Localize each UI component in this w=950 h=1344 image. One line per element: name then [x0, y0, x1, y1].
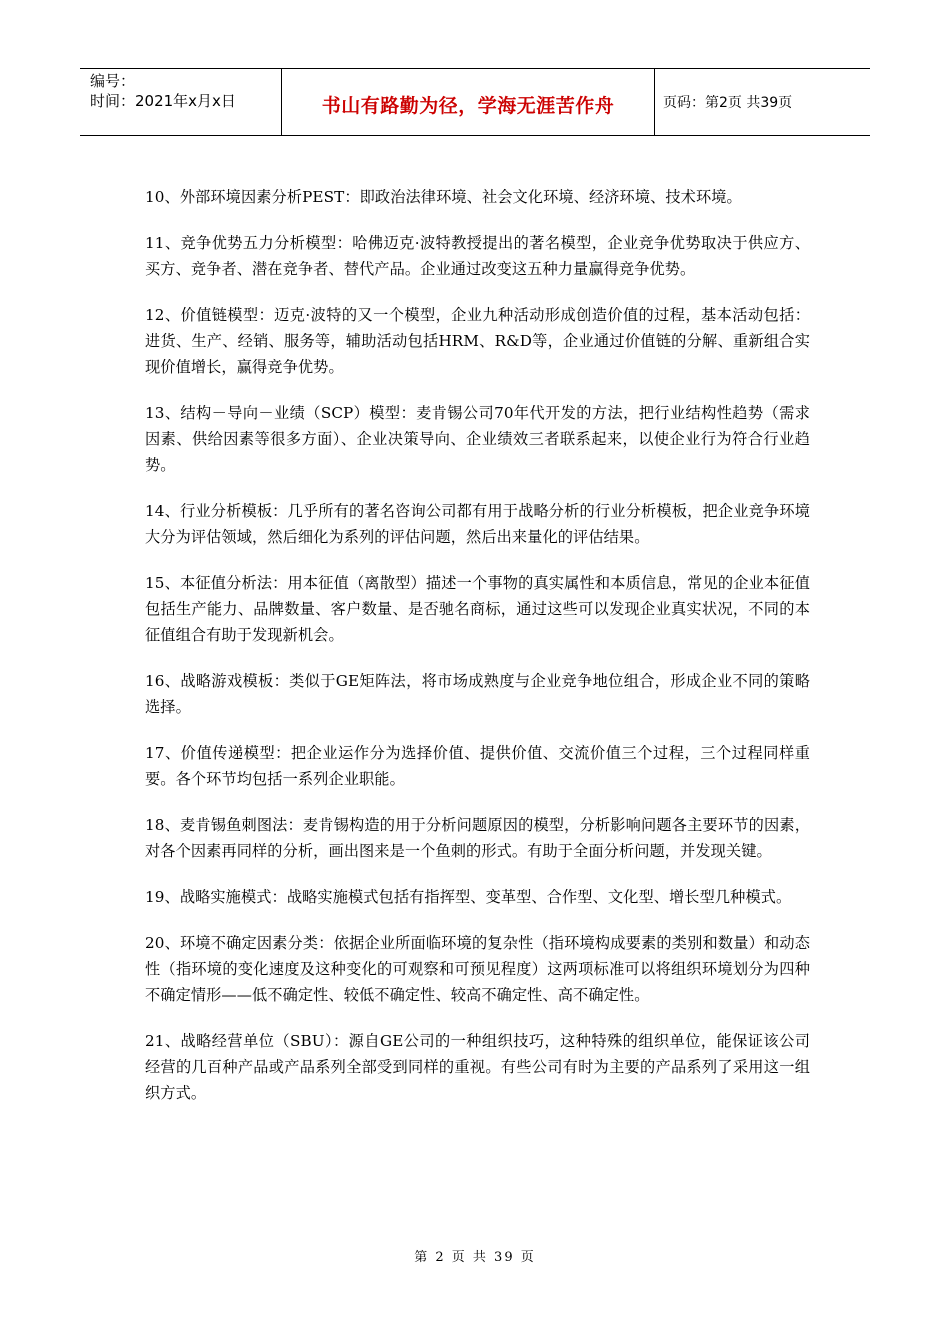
paragraph-19: 19、战略实施模式：战略实施模式包括有指挥型、变革型、合作型、文化型、增长型几种模式。 [145, 888, 792, 906]
paragraph-10: 10、外部环境因素分析PEST：即政治法律环境、社会文化环境、经济环境、技术环境。 [145, 188, 742, 206]
document-number-label: 编号： [90, 72, 136, 90]
paragraph-16: 16、战略游戏模板：类似于GE矩阵法，将市场成熟度与企业竞争地位组合，形成企业不同的策略选择。 [145, 672, 810, 716]
document-date: 时间：2021年x月x日 [90, 92, 236, 110]
header-info-cell [80, 69, 282, 135]
page-header [80, 68, 870, 136]
paragraph-21: 21、战略经营单位（SBU）：源自GE公司的一种组织技巧，这种特殊的组织单位，能保证该公司经营的几百种产品或产品系列全部受到同样的重视。有些公司有时为主要的产品系列了采用这一组织方式。 [145, 1032, 810, 1102]
paragraph-15: 15、本征值分析法：用本征值（离散型）描述一个事物的真实属性和本质信息，常见的企业本征值包括生产能力、品牌数量、客户数量、是否驰名商标，通过这些可以发现企业真实状况，不同的本征值组合有助于发现新机会。 [145, 574, 810, 644]
page-footer: 第 2 页 共 39 页 [414, 1250, 536, 1265]
paragraph-18: 18、麦肯锡鱼刺图法：麦肯锡构造的用于分析问题原因的模型，分析影响问题各主要环节的因素，对各个因素再同样的分析，画出图来是一个鱼刺的形式。有助于全面分析问题，并发现关键。 [145, 816, 810, 860]
paragraph-20: 20、环境不确定因素分类：依据企业所面临环境的复杂性（指环境构成要素的类别和数量）和动态性（指环境的变化速度及这种变化的可观察和可预见程度）这两项标准可以将组织环境划分为四种不确定情形——低不确定性、较低不确定性、较高不确定性、高不确定性。 [145, 934, 810, 1004]
paragraph-12: 12、价值链模型：迈克·波特的又一个模型，企业九种活动形成创造价值的过程，基本活动包括：进货、生产、经销、服务等，辅助活动包括HRM、R&D等，企业通过价值链的分解、重新组合实现价值增长，赢得竞争优势。 [145, 306, 810, 376]
paragraph-17: 17、价值传递模型：把企业运作分为选择价值、提供价值、交流价值三个过程，三个过程同样重要。各个环节均包括一系列企业职能。 [145, 744, 810, 788]
header-motto: 书山有路勤为径，学海无涯苦作舟 [282, 69, 655, 135]
header-page-info: 页码：第2页 共39页 [663, 95, 793, 111]
paragraph-13: 13、结构－导向－业绩（SCP）模型：麦肯锡公司70年代开发的方法，把行业结构性趋势（需求因素、供给因素等很多方面）、企业决策导向、企业绩效三者联系起来，以使企业行为符合行业趋势。 [145, 404, 810, 474]
paragraph-14: 14、行业分析模板：几乎所有的著名咨询公司都有用于战略分析的行业分析模板，把企业竞争环境大分为评估领域，然后细化为系列的评估问题，然后出来量化的评估结果。 [145, 502, 810, 546]
paragraph-11: 11、竞争优势五力分析模型：哈佛迈克·波特教授提出的著名模型，企业竞争优势取决于供应方、买方、竞争者、潜在竞争者、替代产品。企业通过改变这五种力量赢得竞争优势。 [145, 234, 810, 278]
document-body [145, 184, 810, 1126]
